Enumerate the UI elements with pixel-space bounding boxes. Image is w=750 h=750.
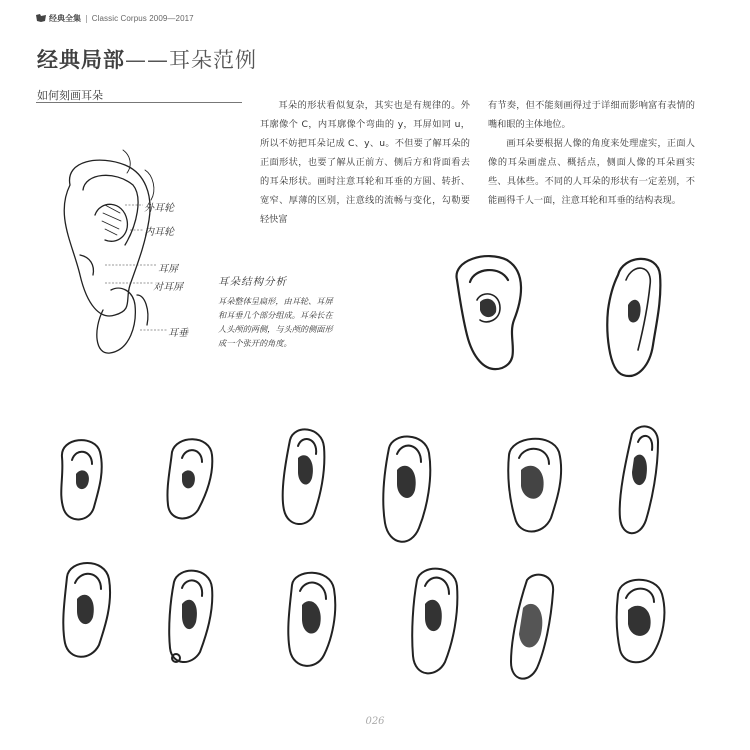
ear-sketch <box>608 572 670 672</box>
paragraph: 耳朵的形状看似复杂，其实也是有规律的。外耳廓像个 C，内耳廓像个弯曲的 y，耳屏如同 u，所以不妨把耳朵记成 C、y、u。不但要了解耳朵的正面形状，也要了解从正前方、侧后方和背面看去的耳朵形状。画时注意耳轮和耳垂的方圆、转折、宽窄、厚薄的区别，注意线的流畅与变化，勾勒要轻快富 <box>260 100 470 225</box>
series-name: 经典全集 <box>49 13 81 23</box>
analysis-title: 耳朵结构分析 <box>218 276 287 288</box>
paragraph: 有节奏，但不能刻画得过于详细而影响富有表情的嘴和眼的主体地位。 <box>488 100 695 130</box>
running-header <box>36 11 194 25</box>
label-antihelix: 内耳轮 <box>144 227 174 238</box>
analysis-text <box>218 294 368 350</box>
ear-sketch <box>280 565 342 675</box>
analysis-line: 耳朵整体呈扁形，由耳轮、耳屏 <box>218 296 333 306</box>
series-subtitle: Classic Corpus 2009—2017 <box>91 13 194 23</box>
header-divider: | <box>85 13 88 23</box>
ear-sketch <box>497 430 569 540</box>
ear-sketch <box>612 420 664 542</box>
ear-sketch <box>55 555 117 665</box>
analysis-line: 成一个张开的角度。 <box>218 338 292 348</box>
ear-sketch <box>158 430 220 525</box>
section-label: 如何刻画耳朵 <box>37 89 103 102</box>
ear-sketch <box>375 428 437 553</box>
label-earlobe: 耳垂 <box>168 328 188 339</box>
label-tragus: 耳屏 <box>158 264 178 275</box>
page-title-sub: ——耳朵范例 <box>125 48 257 72</box>
label-antitragus: 对耳屏 <box>153 282 183 293</box>
ear-sketch-large-1 <box>442 250 532 375</box>
analysis-line: 人头颅的两侧，与头颅的侧面形 <box>218 324 333 334</box>
analysis-line: 和耳垂几个部分组成。耳朵长在 <box>218 310 333 320</box>
body-column-1 <box>260 96 470 229</box>
section-divider <box>36 102 242 103</box>
ear-sketch <box>505 568 563 686</box>
body-column-2 <box>488 96 695 210</box>
page-title <box>37 44 257 74</box>
page-number: 026 <box>365 716 385 727</box>
ear-sketch-large-2 <box>598 250 670 385</box>
label-helix: 外耳轮 <box>144 203 174 214</box>
ear-structure-diagram <box>45 145 215 360</box>
paragraph: 画耳朵要根据人像的角度来处理虚实，正面人像的耳朵画虚点、概括点，侧面人像的耳朵画实些、具体些。不同的人耳朵的形状有一定差别，不能画得千人一面，注意耳轮和耳垂的结构表现。 <box>488 138 695 206</box>
ear-sketch <box>403 560 465 682</box>
page-title-main: 经典局部 <box>37 48 125 72</box>
ear-sketch <box>50 432 112 527</box>
book-logo-icon <box>36 14 46 22</box>
ear-sketch <box>272 422 334 532</box>
ear-sketch <box>158 562 220 672</box>
